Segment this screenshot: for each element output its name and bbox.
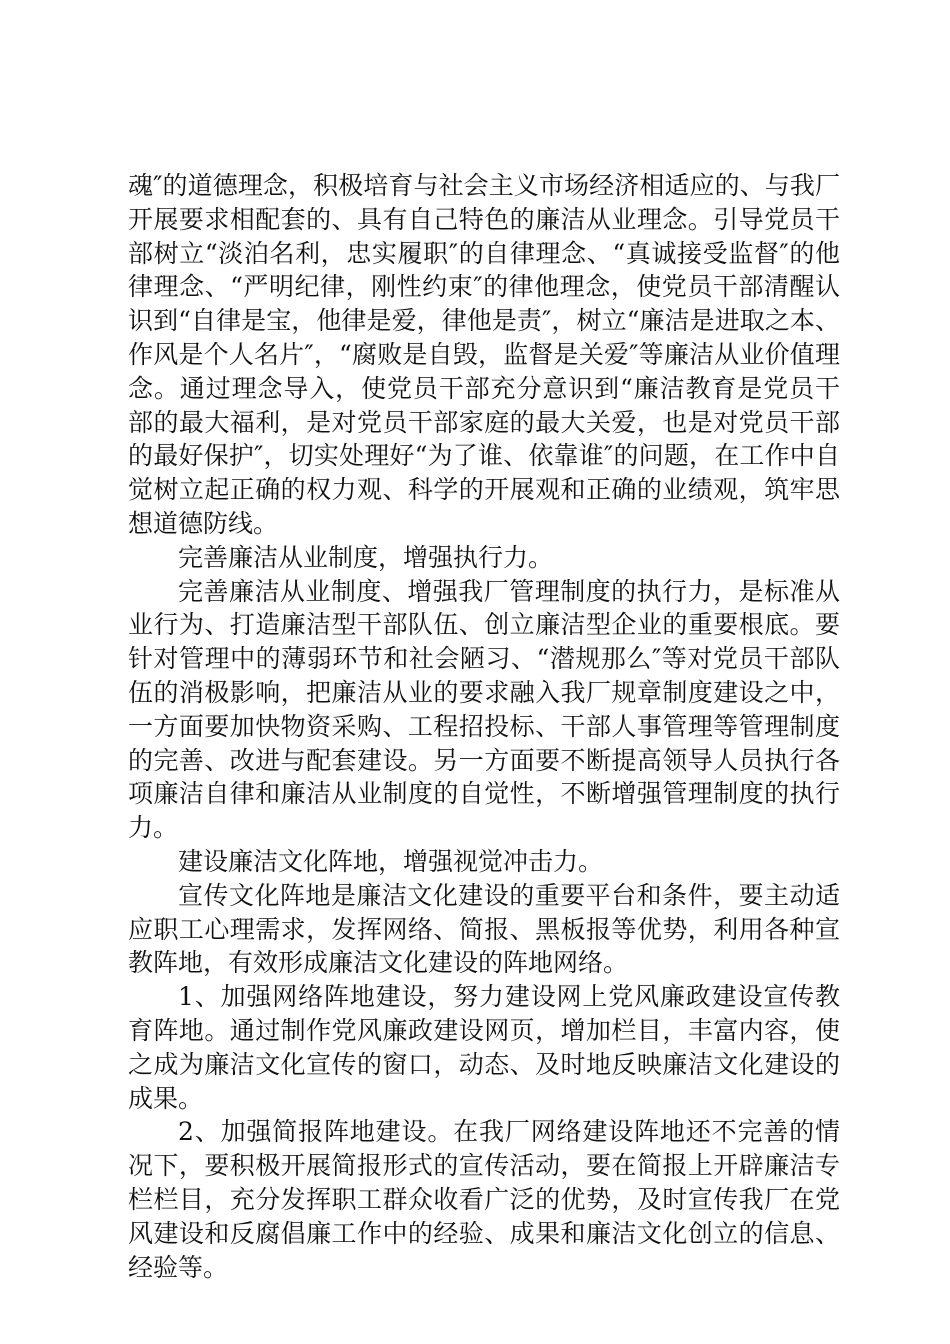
document-body	[128, 169, 840, 1284]
section-heading: 建设廉洁文化阵地，增强视觉冲击力。	[178, 846, 604, 876]
section-heading: 完善廉洁从业制度，增强执行力。	[178, 542, 554, 572]
body-paragraph: 魂″的道德理念，积极培育与社会主义市场经济相适应的、与我厂开展要求相配套的、具有自己特色的廉洁从业理念。引导党员干部树立“淡泊名利，忠实履职″的自律理念、“真诚接受监督″的他律理念、“严明纪律，刚性约束″的律他理念，使党员干部清醒认识到“自律是宝，他律是爱，律他是责″，树立“廉洁是进取之本、作风是个人名片″，“腐败是自毁，监督是关爱″等廉洁从业价值理念。通过理念导入，使党员干部充分意识到“廉洁教育是党员干部的最大福利，是对党员干部家庭的最大关爱，也是对党员干部的最好保护″，切实处理好“为了谁、依靠谁″的问题，在工作中自觉树立起正确的权力观、科学的开展观和正确的业绩观，筑牢思想道德防线。	[128, 171, 840, 538]
list-item: 1、加强网络阵地建设，努力建设网上党风廉政建设宣传教育阵地。通过制作党风廉政建设网页，增加栏目，丰富内容，使之成为廉洁文化宣传的窗口，动态、及时地反映廉洁文化建设的成果。	[128, 982, 840, 1113]
list-item: 2、加强简报阵地建设。在我厂网络建设阵地还不完善的情况下，要积极开展简报形式的宣传活动，要在简报上开辟廉洁专栏栏目，充分发挥职工群众收看广泛的优势，及时宣传我厂在党风建设和反腐倡廉工作中的经验、成果和廉洁文化创立的信息、经验等。	[128, 1117, 840, 1282]
body-paragraph: 完善廉洁从业制度、增强我厂管理制度的执行力，是标准从业行为、打造廉洁型干部队伍、创立廉洁型企业的重要根底。要针对管理中的薄弱环节和社会陋习、“潜规那么″等对党员干部队伍的消极影响，把廉洁从业的要求融入我厂规章制度建设之中，一方面要加快物资采购、工程招投标、干部人事管理等管理制度的完善、改进与配套建设。另一方面要不断提高领导人员执行各项廉洁自律和廉洁从业制度的自觉性，不断增强管理制度的执行力。	[128, 576, 840, 843]
body-paragraph: 宣传文化阵地是廉洁文化建设的重要平台和条件，要主动适应职工心理需求，发挥网络、简报、黑板报等优势，利用各种宣教阵地，有效形成廉洁文化建设的阵地网络。	[128, 880, 840, 978]
